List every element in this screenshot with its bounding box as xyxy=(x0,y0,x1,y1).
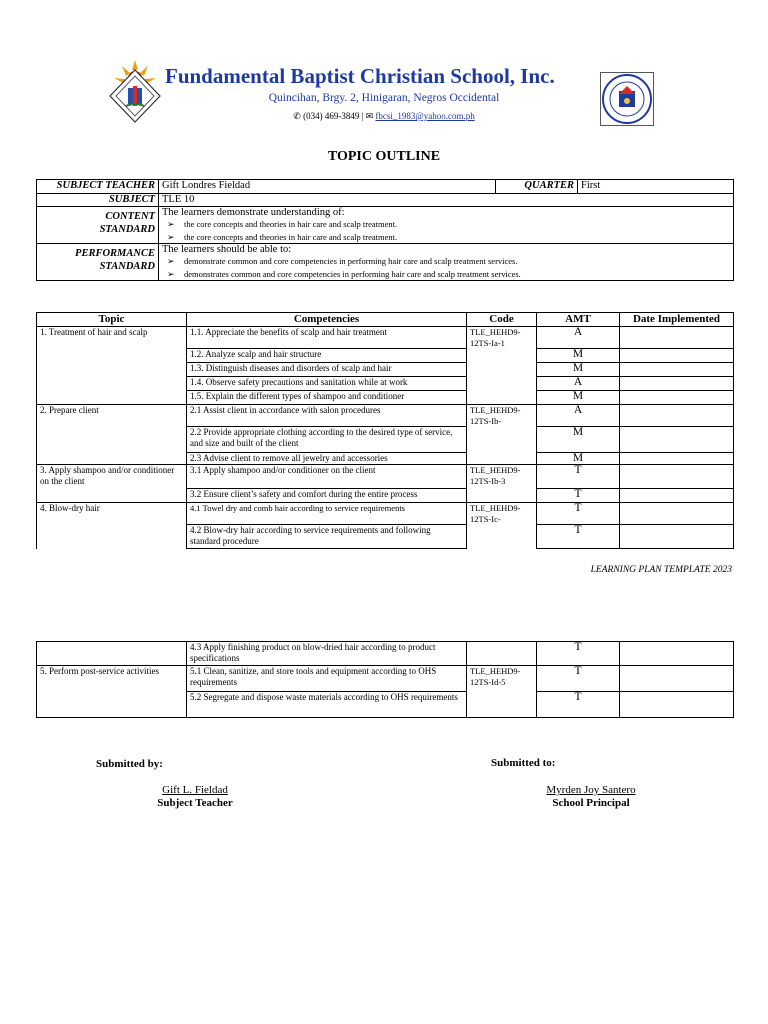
topic-outline-table-continued xyxy=(36,641,734,718)
topic-cell xyxy=(37,642,187,666)
list-item: ➢ demonstrate common and core competencies in performing hair care and scalp treatment services. xyxy=(184,255,730,268)
table-row xyxy=(37,327,734,349)
header-amt: AMT xyxy=(537,313,620,327)
competency-cell: 5.1 Clean, sanitize, and store tools and equipment according to OHS requirements xyxy=(187,666,467,692)
subject-info-table xyxy=(36,179,734,281)
code-cell: TLE_HEHD9-12TS-Ib- xyxy=(467,405,537,465)
amt-cell: T xyxy=(537,503,620,525)
quarter-value: First xyxy=(578,180,734,194)
date-cell xyxy=(620,692,734,718)
amt-cell: T xyxy=(537,465,620,489)
list-item: ➢ demonstrates common and core competencies in performing hair care and scalp treatment services. xyxy=(184,268,730,281)
submitted-by-label: Submitted by: xyxy=(96,758,163,770)
date-cell xyxy=(620,363,734,377)
topic-cell: 1. Treatment of hair and scalp xyxy=(37,327,187,405)
subject-label: SUBJECT xyxy=(37,193,159,207)
competency-cell: 2.2 Provide appropriate clothing according to the desired type of service, and size and built of the client xyxy=(187,427,467,453)
teacher-value: Gift Londres Fieldad xyxy=(159,180,496,194)
date-cell xyxy=(620,489,734,503)
date-cell xyxy=(620,391,734,405)
document-title: TOPIC OUTLINE xyxy=(327,149,441,164)
competency-cell: 1.2. Analyze scalp and hair structure xyxy=(187,349,467,363)
code-cell: TLE_HEHD9-12TS-Ic- xyxy=(467,503,537,549)
table-row xyxy=(37,666,734,692)
table-row xyxy=(37,465,734,489)
template-footer: LEARNING PLAN TEMPLATE 2023 xyxy=(590,565,732,575)
amt-cell: T xyxy=(537,692,620,718)
submitted-to-label: Submitted to: xyxy=(491,757,556,769)
date-cell xyxy=(620,327,734,349)
phone-number: ✆ (034) 469-3849 | ✉ xyxy=(293,111,376,121)
date-cell xyxy=(620,377,734,391)
table-row xyxy=(37,503,734,525)
competency-cell: 1.3. Distinguish diseases and disorders of scalp and hair xyxy=(187,363,467,377)
quarter-label: QUARTER xyxy=(496,180,578,194)
code-cell: TLE_HEHD9-12TS-Ib-3 xyxy=(467,465,537,503)
deped-seal-icon xyxy=(600,72,654,126)
competency-cell: 4.3 Apply finishing product on blow-dried hair according to product specifications xyxy=(187,642,467,666)
amt-cell: M xyxy=(537,453,620,465)
amt-cell: M xyxy=(537,427,620,453)
competency-cell: 3.2 Ensure client’s safety and comfort during the entire process xyxy=(187,489,467,503)
performance-standard-intro: The learners should be able to: xyxy=(162,244,292,255)
performance-standard-cell xyxy=(159,244,734,281)
amt-cell: M xyxy=(537,391,620,405)
header-date-implemented: Date Implemented xyxy=(620,313,734,327)
code-cell xyxy=(467,642,537,666)
list-item: ➢ the core concepts and theories in hair care and scalp treatment. xyxy=(184,218,730,231)
amt-cell: T xyxy=(537,525,620,549)
amt-cell: M xyxy=(537,349,620,363)
competency-cell: 1.1. Appreciate the benefits of scalp and hair treatment xyxy=(187,327,467,349)
date-cell xyxy=(620,405,734,427)
table-row xyxy=(37,642,734,666)
date-cell xyxy=(620,465,734,489)
header-topic: Topic xyxy=(37,313,187,327)
performance-standard-list xyxy=(162,255,730,280)
date-cell xyxy=(620,666,734,692)
submitted-by-role: Subject Teacher xyxy=(157,797,233,809)
topic-cell: 4. Blow-dry hair xyxy=(37,503,187,549)
email-link[interactable]: fbcsi_1983@yahoo.com.ph xyxy=(375,111,475,121)
code-cell: TLE_HEHD9-12TS-Id-5 xyxy=(467,666,537,718)
table-row xyxy=(37,405,734,427)
submitted-by-name: Gift L. Fieldad xyxy=(162,784,228,796)
submitted-to-role: School Principal xyxy=(552,797,630,809)
date-cell xyxy=(620,525,734,549)
competency-cell: 2.3 Advise client to remove all jewelry and accessories xyxy=(187,453,467,465)
competency-cell: 1.5. Explain the different types of shampoo and conditioner xyxy=(187,391,467,405)
school-address: Quincihan, Brgy. 2, Hinigaran, Negros Occidental xyxy=(268,92,500,104)
list-item: ➢ the core concepts and theories in hair care and scalp treatment. xyxy=(184,231,730,244)
topic-cell: 2. Prepare client xyxy=(37,405,187,465)
topic-outline-table xyxy=(36,312,734,549)
teacher-label: SUBJECT TEACHER xyxy=(37,180,159,194)
performance-standard-label: PERFORMANCE STANDARD xyxy=(37,244,159,281)
date-cell xyxy=(620,503,734,525)
subject-value: TLE 10 xyxy=(159,193,734,207)
amt-cell: A xyxy=(537,327,620,349)
competency-cell: 2.1 Assist client in accordance with salon procedures xyxy=(187,405,467,427)
header-code: Code xyxy=(467,313,537,327)
amt-cell: M xyxy=(537,363,620,377)
topic-cell: 5. Perform post-service activities xyxy=(37,666,187,718)
amt-cell: A xyxy=(537,377,620,391)
content-standard-label: CONTENT STANDARD xyxy=(37,207,159,244)
date-cell xyxy=(620,453,734,465)
competency-cell: 4.1 Towel dry and comb hair according to service requirements xyxy=(187,503,467,525)
competency-cell: 5.2 Segregate and dispose waste materials according to OHS requirements xyxy=(187,692,467,718)
amt-cell: A xyxy=(537,405,620,427)
amt-cell: T xyxy=(537,489,620,503)
code-cell: TLE_HEHD9-12TS-Ia-1 xyxy=(467,327,537,405)
header-competencies: Competencies xyxy=(187,313,467,327)
date-cell xyxy=(620,642,734,666)
topic-cell: 3. Apply shampoo and/or conditioner on the client xyxy=(37,465,187,503)
date-cell xyxy=(620,349,734,363)
competency-cell: 3.1 Apply shampoo and/or conditioner on the client xyxy=(187,465,467,489)
amt-cell: T xyxy=(537,642,620,666)
competency-cell: 1.4. Observe safety precautions and sanitation while at work xyxy=(187,377,467,391)
competency-cell: 4.2 Blow-dry hair according to service requirements and following standard procedure xyxy=(187,525,467,549)
school-name: Fundamental Baptist Christian School, Inc. xyxy=(165,64,555,88)
content-standard-intro: The learners demonstrate understanding of: xyxy=(162,207,345,218)
content-standard-list xyxy=(162,218,730,243)
amt-cell: T xyxy=(537,666,620,692)
date-cell xyxy=(620,427,734,453)
submitted-to-name: Myrden Joy Santero xyxy=(546,784,636,796)
content-standard-cell xyxy=(159,207,734,244)
